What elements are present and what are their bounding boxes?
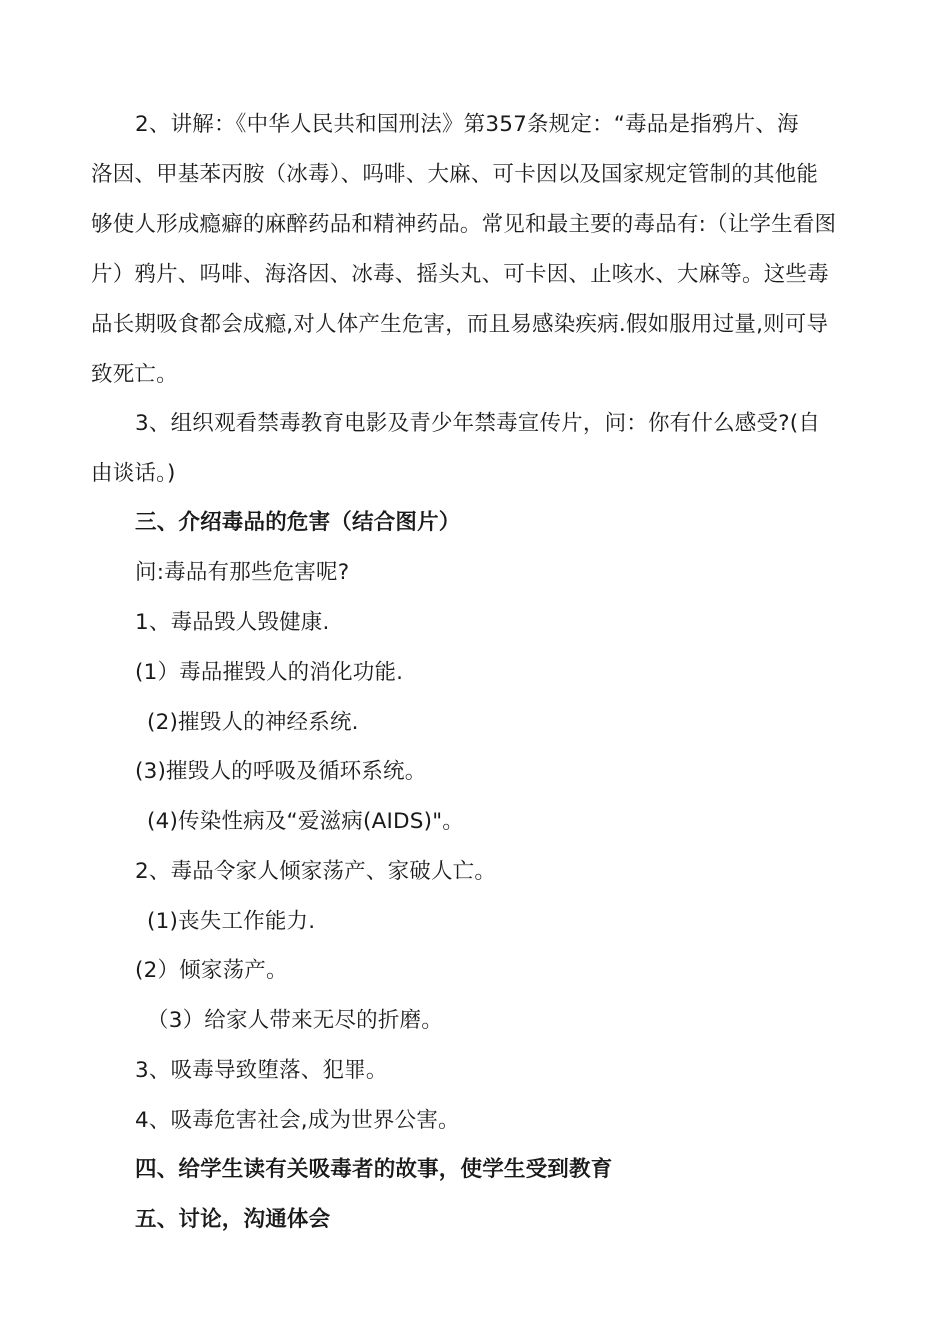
list-item: 2、毒品令家人倾家荡产、家破人亡。 bbox=[135, 859, 497, 884]
paragraph-3-line-1: 3、组织观看禁毒教育电影及青少年禁毒宣传片，问：你有什么感受?(自 bbox=[135, 411, 821, 436]
list-item: (3)摧毁人的呼吸及循环系统。 bbox=[135, 759, 427, 784]
list-item: (1)丧失工作能力. bbox=[147, 909, 316, 934]
list-item: (1）毒品摧毁人的消化功能. bbox=[135, 660, 404, 685]
section-heading-3: 三、介绍毒品的危害（结合图片） bbox=[135, 510, 461, 535]
list-item: 1、毒品毁人毁健康. bbox=[135, 610, 330, 635]
list-item: (4)传染性病及“爱滋病(AIDS)"。 bbox=[147, 809, 465, 834]
section-heading-5: 五、讨论，沟通体会 bbox=[135, 1207, 331, 1232]
paragraph-2-line-3: 够使人形成瘾癖的麻醉药品和精神药品。常见和最主要的毒品有:（让学生看图 bbox=[91, 212, 837, 237]
paragraph-2-line-4: 片）鸦片、吗啡、海洛因、冰毒、摇头丸、可卡因、止咳水、大麻等。这些毒 bbox=[91, 262, 829, 287]
question-line: 问:毒品有那些危害呢? bbox=[135, 560, 350, 585]
paragraph-2-line-6: 致死亡。 bbox=[91, 362, 178, 387]
list-item: (2）倾家荡产。 bbox=[135, 958, 288, 983]
list-item: 3、吸毒导致堕落、犯罪。 bbox=[135, 1058, 388, 1083]
paragraph-3-line-2: 由谈话。) bbox=[91, 461, 176, 486]
paragraph-2-line-5: 品长期吸食都会成瘾,对人体产生危害，而且易感染疾病.假如服用过量,则可导 bbox=[91, 312, 829, 337]
section-heading-4: 四、给学生读有关吸毒者的故事，使学生受到教育 bbox=[135, 1157, 613, 1182]
list-item: （3）给家人带来无尽的折磨。 bbox=[147, 1008, 443, 1033]
paragraph-2-line-2: 洛因、甲基苯丙胺（冰毒）、吗啡、大麻、可卡因以及国家规定管制的其他能 bbox=[91, 162, 819, 187]
paragraph-2-line-1: 2、讲解：《中华人民共和国刑法》第357条规定：“毒品是指鸦片、海 bbox=[135, 112, 799, 137]
list-item: (2)摧毁人的神经系统. bbox=[147, 710, 359, 735]
list-item: 4、吸毒危害社会,成为世界公害。 bbox=[135, 1108, 460, 1133]
